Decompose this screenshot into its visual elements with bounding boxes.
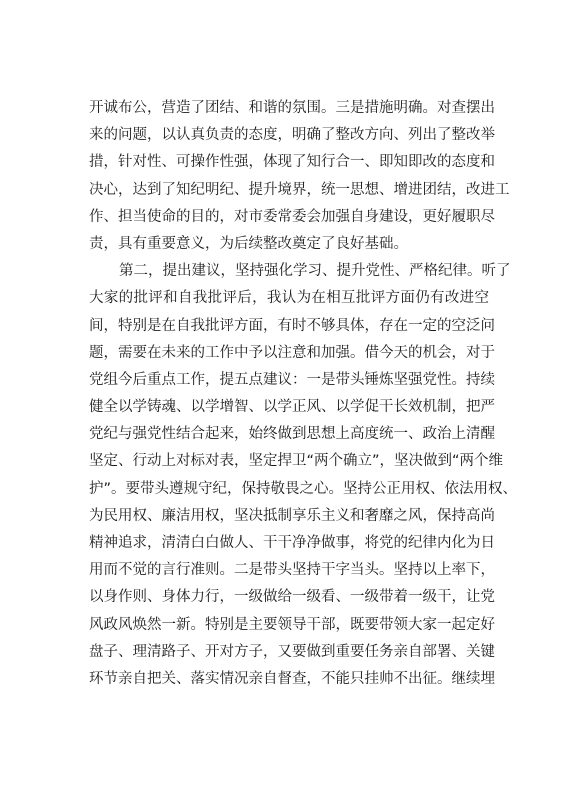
text-line: 来的问题，以认真负责的态度，明确了整改方向、列出了整改举 <box>89 127 495 144</box>
text-line: 以身作则、身体力行，一级做给一级看、一级带着一级干，让党 <box>89 589 495 606</box>
text-line: 盘子、理清路子、开对方子，又要做到重要任务亲自部署、关键 <box>89 643 495 660</box>
text-line: 措，针对性、可操作性强，体现了知行合一、即知即改的态度和 <box>89 154 495 171</box>
text-line: 用而不觉的言行准则。二是带头坚持干字当头。坚持以上率下， <box>89 562 495 579</box>
text-line: 风政风焕然一新。特别是主要领导干部，既要带领大家一起定好 <box>89 616 495 633</box>
text-line: 责，具有重要意义，为后续整改奠定了良好基础。 <box>89 235 408 252</box>
text-line: 题，需要在未来的工作中予以注意和加强。借今天的机会，对于 <box>89 344 495 361</box>
paragraph-start-line: 第二，提出建议，坚持强化学习、提升党性、严格纪律。听了 <box>119 263 511 280</box>
text-line: 党组今后重点工作，提五点建议：一是带头锤炼坚强党性。持续 <box>89 371 495 388</box>
text-line: 精神追求，清清白白做人、干干净净做事，将党的纪律内化为日 <box>89 535 495 551</box>
text-line: 开诚布公，营造了团结、和谐的氛围。三是措施明确。对查摆出 <box>89 100 495 116</box>
text-line: 为民用权、廉洁用权，坚决抵制享乐主义和奢靡之风，保持高尚 <box>89 507 495 524</box>
text-line: 健全以学铸魂、以学增智、以学正风、以学促干长效机制，把严 <box>89 399 495 416</box>
text-line: 大家的批评和自我批评后，我认为在相互批评方面仍有改进空 <box>89 290 489 307</box>
text-line: 环节亲自把关、落实情况亲自督查，不能只挂帅不出征。继续埋 <box>89 670 495 687</box>
text-line: 决心，达到了知纪明纪、提升境界，统一思想、增进团结，改进工 <box>89 181 510 198</box>
text-line: 坚定、行动上对标对表，坚定捍卫“两个确立”，坚决做到“两个维 <box>89 453 504 470</box>
text-line: 护”。要带头遵规守纪，保持敬畏之心。坚持公正用权、依法用权、 <box>89 480 518 497</box>
body-text <box>89 95 518 693</box>
text-line: 党纪与强党性结合起来，始终做到思想上高度统一、政治上清醒 <box>89 426 495 443</box>
text-line: 间，特别是在自我批评方面，有时不够具体，存在一定的空泛问 <box>89 317 495 334</box>
text-line: 作、担当使命的目的，对市委常委会加强自身建设，更好履职尽 <box>89 208 495 225</box>
